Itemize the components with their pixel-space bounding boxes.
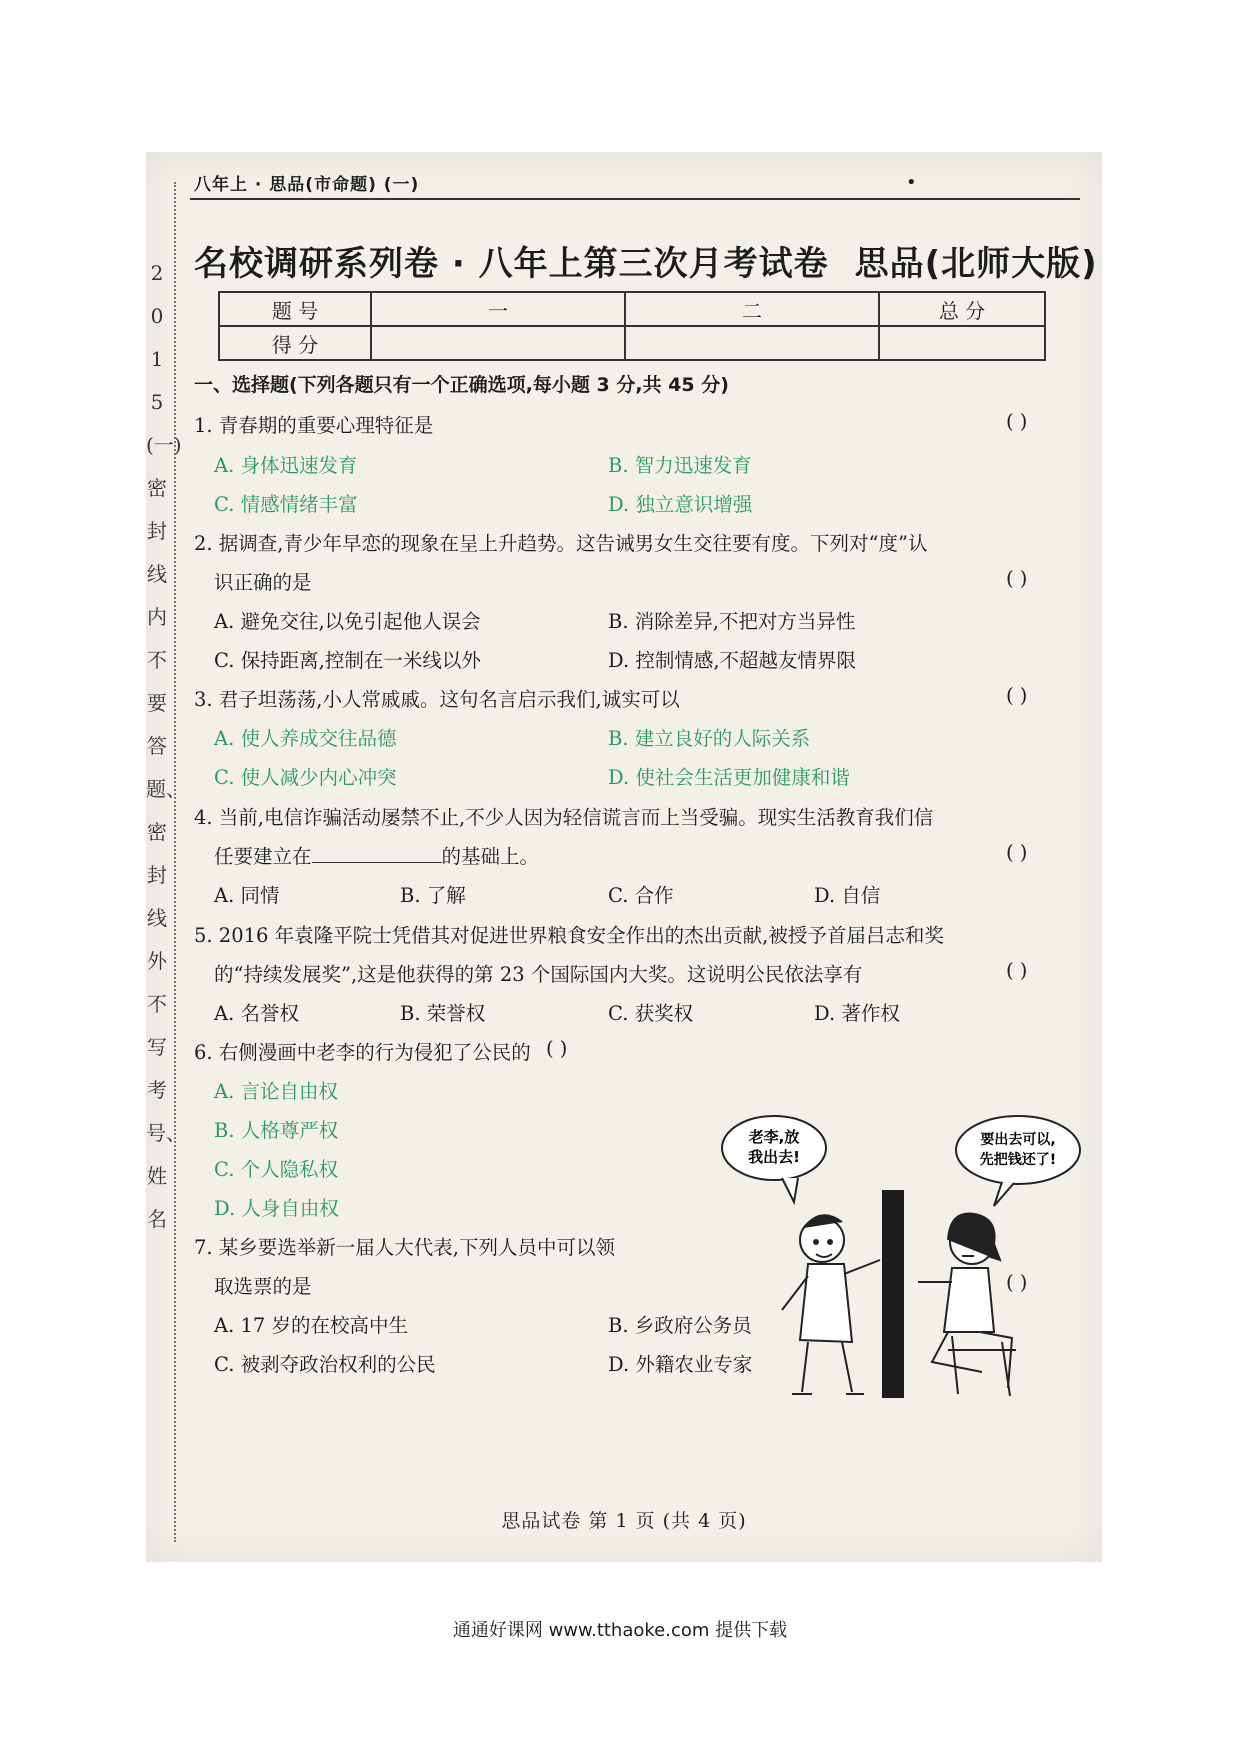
q4-option-c: C. 合作: [608, 884, 674, 907]
binding-margin-text: 2015(一)密封线内不要答题、密封线外不写考号、姓名: [146, 261, 186, 1231]
question-5-stem: 5. 2016 年袁隆平院士凭借其对促进世界粮食安全作出的杰出贡献,被授予首届吕志和奖: [194, 924, 944, 947]
q1-option-d: D. 独立意识增强: [608, 493, 753, 516]
q4-option-b: B. 了解: [400, 884, 466, 907]
q1-option-a: A. 身体迅速发育: [214, 454, 358, 477]
score-cell: [879, 326, 1045, 360]
q4-text-before-blank: 任要建立在: [214, 845, 312, 868]
bubble-left-line-2: 我出去!: [748, 1148, 800, 1166]
answer-paren: ( ): [1006, 567, 1028, 590]
cartoon-illustration: [712, 1110, 1092, 1404]
score-cell: [625, 326, 879, 360]
q2-option-b: B. 消除差异,不把对方当异性: [608, 610, 856, 633]
answer-paren: ( ): [1006, 959, 1028, 982]
creditor-woman-figure: [918, 1214, 1016, 1396]
binding-dotted-line: [174, 182, 176, 1542]
q1-option-b: B. 智力迅速发育: [608, 454, 752, 477]
q6-option-a: A. 言论自由权: [214, 1080, 338, 1103]
running-head: 八年上 · 思品(市命题) (一): [194, 175, 420, 195]
q5-option-a: A. 名誉权: [214, 1002, 299, 1025]
score-cell: [371, 326, 625, 360]
question-3-stem: 3. 君子坦荡荡,小人常戚戚。这句名言启示我们,诚实可以: [194, 688, 680, 711]
score-cell: 题 号: [219, 292, 371, 326]
question-2-stem: 2. 据调查,青少年早恋的现象在呈上升趋势。这告诫男女生交往要有度。下列对“度”认: [194, 532, 928, 555]
trapped-man-figure: [782, 1215, 880, 1394]
page-footer: 思品试卷 第 1 页 (共 4 页): [501, 1510, 747, 1532]
score-table: [218, 291, 1046, 361]
q5-option-d: D. 著作权: [814, 1002, 900, 1025]
score-cell: 二: [625, 292, 879, 326]
q3-option-c: C. 使人减少内心冲突: [214, 766, 397, 789]
question-4-stem: 4. 当前,电信诈骗活动屡禁不止,不少人因为轻信谎言而上当受骗。现实生活教育我们信: [194, 806, 934, 829]
score-table-header-row: [219, 292, 1045, 326]
exam-title-main: 名校调研系列卷 · 八年上第三次月考试卷: [194, 244, 829, 284]
section-heading: 一、选择题(下列各题只有一个正确选项,每小题 3 分,共 45 分): [194, 374, 729, 396]
bubble-left-line-1: 老李,放: [748, 1128, 800, 1146]
q6-option-d: D. 人身自由权: [214, 1197, 339, 1220]
download-credit: 通通好课网 www.tthaoke.com 提供下载: [452, 1620, 788, 1641]
bubble-right-line-2: 先把钱还了!: [979, 1152, 1057, 1168]
answer-paren: ( ): [1006, 1271, 1028, 1294]
q4-option-a: A. 同情: [214, 884, 280, 907]
q5-option-b: B. 荣誉权: [400, 1002, 486, 1025]
q6-option-c: C. 个人隐私权: [214, 1158, 339, 1181]
answer-paren: ( ): [1006, 841, 1028, 864]
exam-title: [194, 236, 1098, 285]
question-6-stem: 6. 右侧漫画中老李的行为侵犯了公民的: [194, 1041, 531, 1064]
q7-option-c: C. 被剥夺政治权利的公民: [214, 1353, 436, 1376]
score-cell: 总 分: [879, 292, 1045, 326]
q4-text-after-blank: 的基础上。: [441, 845, 540, 868]
exam-title-sub: 思品(北师大版): [854, 244, 1098, 284]
header-rule: [190, 198, 1080, 200]
fill-in-blank: [312, 846, 442, 863]
q5-option-c: C. 获奖权: [608, 1002, 694, 1025]
q2-option-d: D. 控制情感,不超越友情界限: [608, 649, 857, 672]
q7-option-b: B. 乡政府公务员: [608, 1314, 752, 1337]
q3-option-a: A. 使人养成交往品德: [214, 727, 397, 750]
q2-option-c: C. 保持距离,控制在一米线以外: [214, 649, 481, 672]
door: [882, 1190, 904, 1398]
q7-option-a: A. 17 岁的在校高中生: [214, 1314, 408, 1337]
bubble-right-line-1: 要出去可以,: [980, 1132, 1056, 1148]
q3-option-d: D. 使社会生活更加健康和谐: [608, 766, 850, 789]
answer-paren: ( ): [1006, 684, 1028, 707]
score-table-score-row: [219, 326, 1045, 360]
scanned-exam-page: [146, 152, 1102, 1562]
question-7-stem-cont: 取选票的是: [214, 1275, 312, 1298]
answer-paren: ( ): [1006, 410, 1028, 433]
q3-option-b: B. 建立良好的人际关系: [608, 727, 811, 750]
question-1-stem: 1. 青春期的重要心理特征是: [194, 414, 434, 437]
score-cell: 得 分: [219, 326, 371, 360]
question-2-stem-cont: 识正确的是: [214, 571, 312, 594]
score-cell: 一: [371, 292, 625, 326]
q6-option-b: B. 人格尊严权: [214, 1119, 339, 1142]
q2-option-a: A. 避免交往,以免引起他人误会: [214, 610, 481, 633]
question-7-stem: 7. 某乡要选举新一届人大代表,下列人员中可以领: [194, 1236, 616, 1259]
answer-paren: ( ): [546, 1037, 568, 1060]
q4-option-d: D. 自信: [814, 884, 881, 907]
speech-bubble-right: [956, 1116, 1080, 1184]
q1-option-c: C. 情感情绪丰富: [214, 493, 358, 516]
dot-mark: •: [906, 172, 917, 193]
question-5-stem-cont: 的“持续发展奖”,这是他获得的第 23 个国际国内大奖。这说明公民依法享有: [214, 963, 863, 986]
question-4-stem-cont: [214, 841, 539, 869]
q7-option-d: D. 外籍农业专家: [608, 1353, 753, 1376]
